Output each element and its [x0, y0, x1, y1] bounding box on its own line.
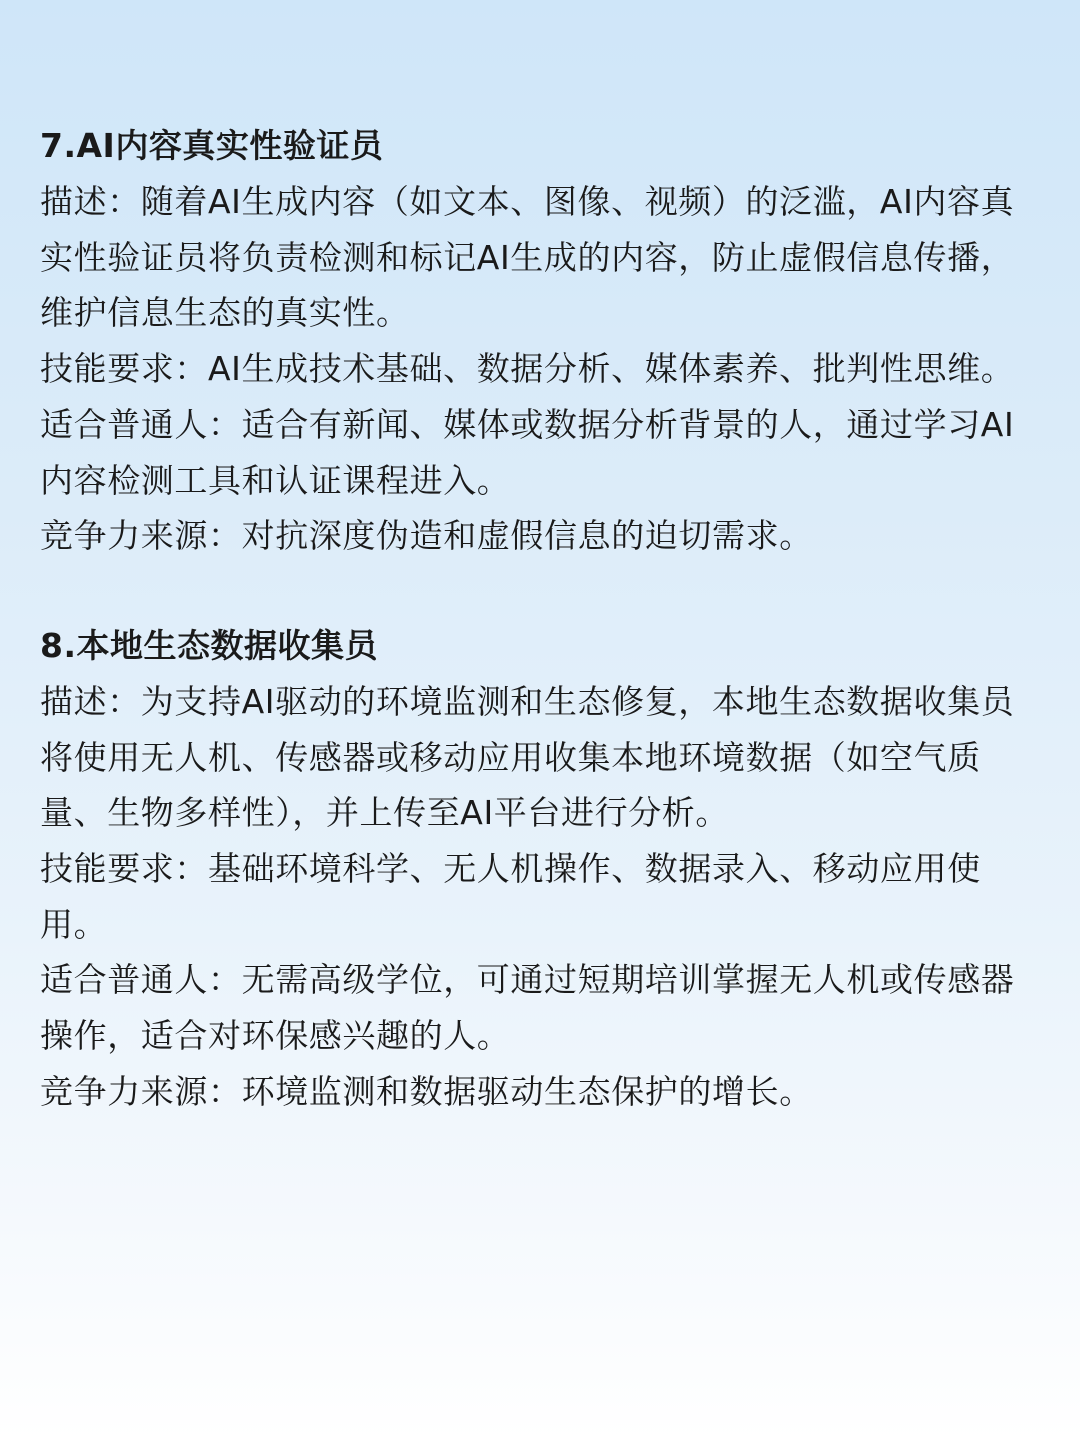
skills-text: 技能要求：AI生成技术基础、数据分析、媒体素养、批判性思维。	[40, 349, 1015, 389]
competitiveness-text: 竞争力来源：对抗深度伪造和虚假信息的迫切需求。	[40, 516, 813, 556]
job-section-8	[40, 618, 1040, 1120]
suitability-text: 适合普通人：适合有新闻、媒体或数据分析背景的人，通过学习AI内容检测工具和认证课程进入。	[40, 404, 1015, 500]
section-title: 8.本地生态数据收集员	[40, 625, 378, 665]
description-text: 描述：随着AI生成内容（如文本、图像、视频）的泛滥，AI内容真实性验证员将负责检测和标记AI生成的内容，防止虚假信息传播，维护信息生态的真实性。	[40, 182, 1015, 333]
suitability-text: 适合普通人：无需高级学位，可通过短期培训掌握无人机或传感器操作，适合对环保感兴趣的人。	[40, 960, 1015, 1056]
job-section-7	[40, 118, 1040, 564]
description-text: 描述：为支持AI驱动的环境监测和生态修复，本地生态数据收集员将使用无人机、传感器或移动应用收集本地环境数据（如空气质量、生物多样性），并上传至AI平台进行分析。	[40, 681, 1015, 833]
section-title: 7.AI内容真实性验证员	[40, 126, 384, 165]
competitiveness-text: 竞争力来源：环境监测和数据驱动生态保护的增长。	[40, 1071, 813, 1111]
skills-text: 技能要求：基础环境科学、无人机操作、数据录入、移动应用使用。	[40, 849, 981, 944]
